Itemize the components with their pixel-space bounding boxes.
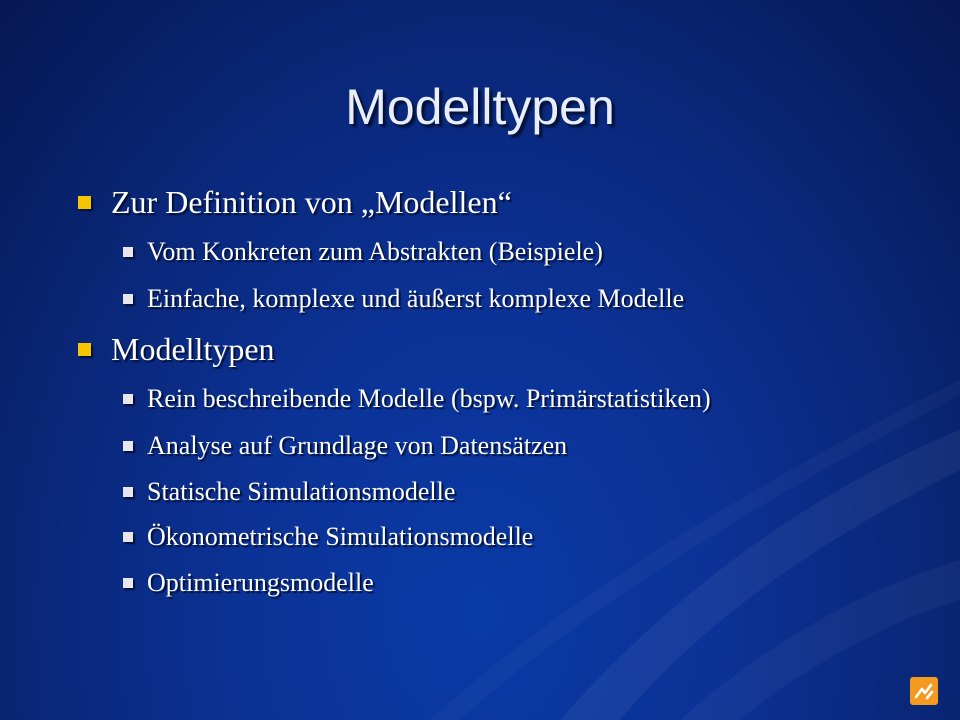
bullet-square-icon — [123, 294, 133, 304]
bullet-square-icon — [123, 487, 133, 497]
list-item-text: Rein beschreibende Modelle (bspw. Primärstatistiken) — [147, 384, 711, 413]
section-heading — [78, 331, 275, 368]
bullet-square-icon — [123, 441, 133, 451]
bullet-square-icon — [123, 532, 133, 542]
list-item — [123, 522, 533, 552]
bullet-square-icon — [123, 394, 133, 404]
list-item-text: Einfache, komplexe und äußerst komplexe Modelle — [147, 284, 685, 313]
slide-title: Modelltypen — [345, 79, 615, 135]
list-item — [123, 568, 374, 598]
list-item-text: Optimierungsmodelle — [147, 568, 374, 597]
bullet-square-icon — [78, 343, 91, 356]
list-item — [123, 477, 455, 507]
section-heading-text: Zur Definition von „Modellen“ — [111, 184, 512, 220]
list-item-text: Ökonometrische Simulationsmodelle — [147, 522, 534, 551]
bullet-square-icon — [123, 578, 133, 588]
list-item-text: Vom Konkreten zum Abstrakten (Beispiele) — [147, 237, 603, 266]
list-item-text: Analyse auf Grundlage von Datensätzen — [147, 431, 568, 460]
list-item — [123, 284, 684, 314]
presentation-logo-icon — [910, 677, 938, 705]
section-heading — [78, 184, 512, 221]
bullet-square-icon — [123, 247, 133, 257]
list-item — [123, 384, 711, 414]
list-item — [123, 237, 603, 267]
section-heading-text: Modelltypen — [111, 331, 275, 367]
list-item — [123, 431, 567, 461]
bullet-square-icon — [78, 196, 91, 209]
list-item-text: Statische Simulationsmodelle — [147, 477, 456, 506]
